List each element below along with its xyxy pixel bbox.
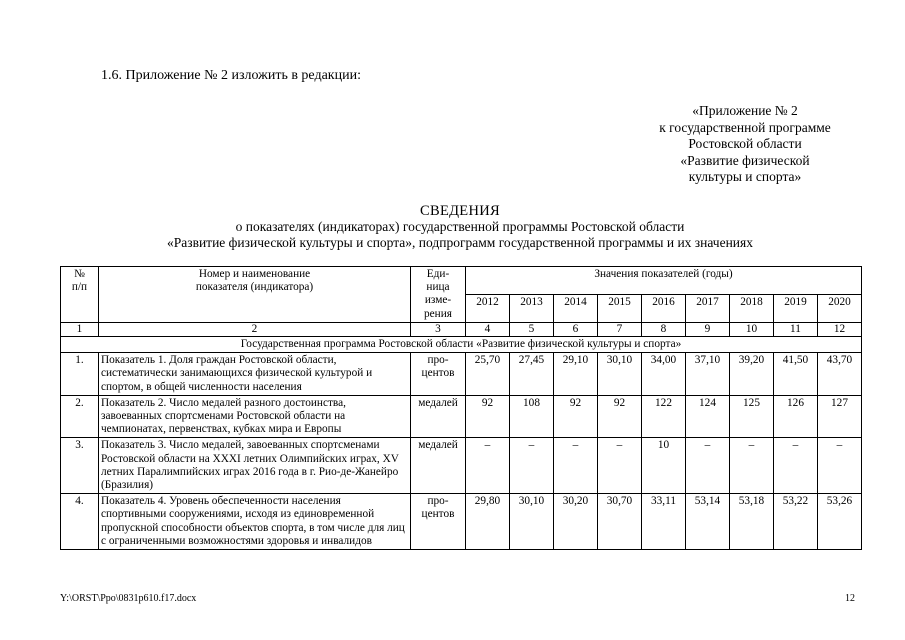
header-year: 2016 xyxy=(642,294,686,322)
row-value: – xyxy=(686,438,730,494)
row-value: 37,10 xyxy=(686,353,730,396)
header-name: Номер и наименование показателя (индикатора) xyxy=(99,267,411,323)
header-year: 2012 xyxy=(466,294,510,322)
row-value: 41,50 xyxy=(774,353,818,396)
header-num: № п/п xyxy=(61,267,99,323)
row-value: 53,26 xyxy=(818,494,862,550)
row-value: 29,80 xyxy=(466,494,510,550)
table-row xyxy=(61,395,862,438)
header-year: 2013 xyxy=(510,294,554,322)
table-row xyxy=(61,438,862,494)
intro-line: 1.6. Приложение № 2 изложить в редакции: xyxy=(101,68,361,83)
heading-line-2: «Развитие физической культуры и спорта», подпрограмм государственной программы и их значениях xyxy=(167,235,753,250)
row-value: 34,00 xyxy=(642,353,686,396)
appendix-block xyxy=(640,103,850,186)
row-value: 27,45 xyxy=(510,353,554,396)
header-year: 2014 xyxy=(554,294,598,322)
heading-line-1: о показателях (индикаторах) государственной программы Ростовской области xyxy=(235,219,685,234)
row-indicator-name: Показатель 2. Число медалей разного достоинства, завоеванных спортсменами Ростовской области на чемпионатах, первенствах, кубках мира и Европы xyxy=(99,395,411,438)
header-year: 2015 xyxy=(598,294,642,322)
header-year: 2019 xyxy=(774,294,818,322)
row-value: 53,22 xyxy=(774,494,818,550)
column-number: 7 xyxy=(598,322,642,336)
row-value: – xyxy=(730,438,774,494)
row-indicator-name: Показатель 3. Число медалей, завоеванных спортсменами Ростовской области на XXXI летних Олимпийских играх, XV летних Паралимпийских играх 2016 года в г. Рио-де-Жанейро (Бразилия) xyxy=(99,438,411,494)
row-number: 4. xyxy=(61,494,99,550)
row-unit: про- центов xyxy=(411,494,466,550)
column-number: 2 xyxy=(99,322,411,336)
row-value: 30,20 xyxy=(554,494,598,550)
row-value: 25,70 xyxy=(466,353,510,396)
column-number: 9 xyxy=(686,322,730,336)
row-value: 108 xyxy=(510,395,554,438)
row-value: 53,18 xyxy=(730,494,774,550)
row-unit: медалей xyxy=(411,395,466,438)
header-year: 2018 xyxy=(730,294,774,322)
header-year: 2020 xyxy=(818,294,862,322)
table-header-row xyxy=(61,267,862,295)
column-number: 10 xyxy=(730,322,774,336)
document-heading xyxy=(60,203,860,251)
column-number: 11 xyxy=(774,322,818,336)
row-value: – xyxy=(598,438,642,494)
row-value: 30,10 xyxy=(598,353,642,396)
row-value: 43,70 xyxy=(818,353,862,396)
row-value: 92 xyxy=(598,395,642,438)
column-number-row xyxy=(61,322,862,336)
row-value: 10 xyxy=(642,438,686,494)
row-value: 127 xyxy=(818,395,862,438)
footer-file-path: Y:\ORST\Ppo\0831p610.f17.docx xyxy=(60,593,197,604)
column-number: 8 xyxy=(642,322,686,336)
row-value: 126 xyxy=(774,395,818,438)
column-number: 1 xyxy=(61,322,99,336)
row-value: 29,10 xyxy=(554,353,598,396)
row-unit: медалей xyxy=(411,438,466,494)
row-value: 53,14 xyxy=(686,494,730,550)
indicators-table xyxy=(60,266,862,550)
row-value: 92 xyxy=(466,395,510,438)
column-number: 6 xyxy=(554,322,598,336)
column-number: 3 xyxy=(411,322,466,336)
row-value: – xyxy=(774,438,818,494)
row-number: 3. xyxy=(61,438,99,494)
row-value: – xyxy=(818,438,862,494)
row-value: – xyxy=(466,438,510,494)
row-value: 39,20 xyxy=(730,353,774,396)
row-value: 124 xyxy=(686,395,730,438)
header-unit: Еди- ница изме- рения xyxy=(411,267,466,323)
row-value: 125 xyxy=(730,395,774,438)
appendix-line: к государственной программе xyxy=(659,119,831,135)
column-number: 5 xyxy=(510,322,554,336)
appendix-line: культуры и спорта» xyxy=(688,169,802,184)
table-row xyxy=(61,353,862,396)
row-unit: про- центов xyxy=(411,353,466,396)
appendix-line: «Приложение № 2 xyxy=(692,103,798,118)
header-year: 2017 xyxy=(686,294,730,322)
appendix-line: «Развитие физической xyxy=(680,152,810,168)
row-value: 30,70 xyxy=(598,494,642,550)
row-value: 33,11 xyxy=(642,494,686,550)
row-indicator-name: Показатель 1. Доля граждан Ростовской области, систематически занимающихся физической культурой и спортом, в общей численности населения xyxy=(99,353,411,396)
row-value: 30,10 xyxy=(510,494,554,550)
row-value: 92 xyxy=(554,395,598,438)
column-number: 12 xyxy=(818,322,862,336)
table-row xyxy=(61,494,862,550)
header-values-group: Значения показателей (годы) xyxy=(466,267,862,295)
row-value: – xyxy=(510,438,554,494)
appendix-line: Ростовской области xyxy=(688,136,802,151)
row-value: – xyxy=(554,438,598,494)
section-title: Государственная программа Ростовской области «Развитие физической культуры и спорта» xyxy=(61,337,862,353)
row-number: 2. xyxy=(61,395,99,438)
row-indicator-name: Показатель 4. Уровень обеспеченности населения спортивными сооружениями, исходя из единовременной пропускной способности объектов спорта, в том числе для лиц с ограниченными возможностями здоровья и инвалидов xyxy=(99,494,411,550)
heading-title: СВЕДЕНИЯ xyxy=(420,203,500,219)
row-number: 1. xyxy=(61,353,99,396)
row-value: 122 xyxy=(642,395,686,438)
section-row xyxy=(61,337,862,353)
column-number: 4 xyxy=(466,322,510,336)
footer-page-number: 12 xyxy=(845,593,855,604)
